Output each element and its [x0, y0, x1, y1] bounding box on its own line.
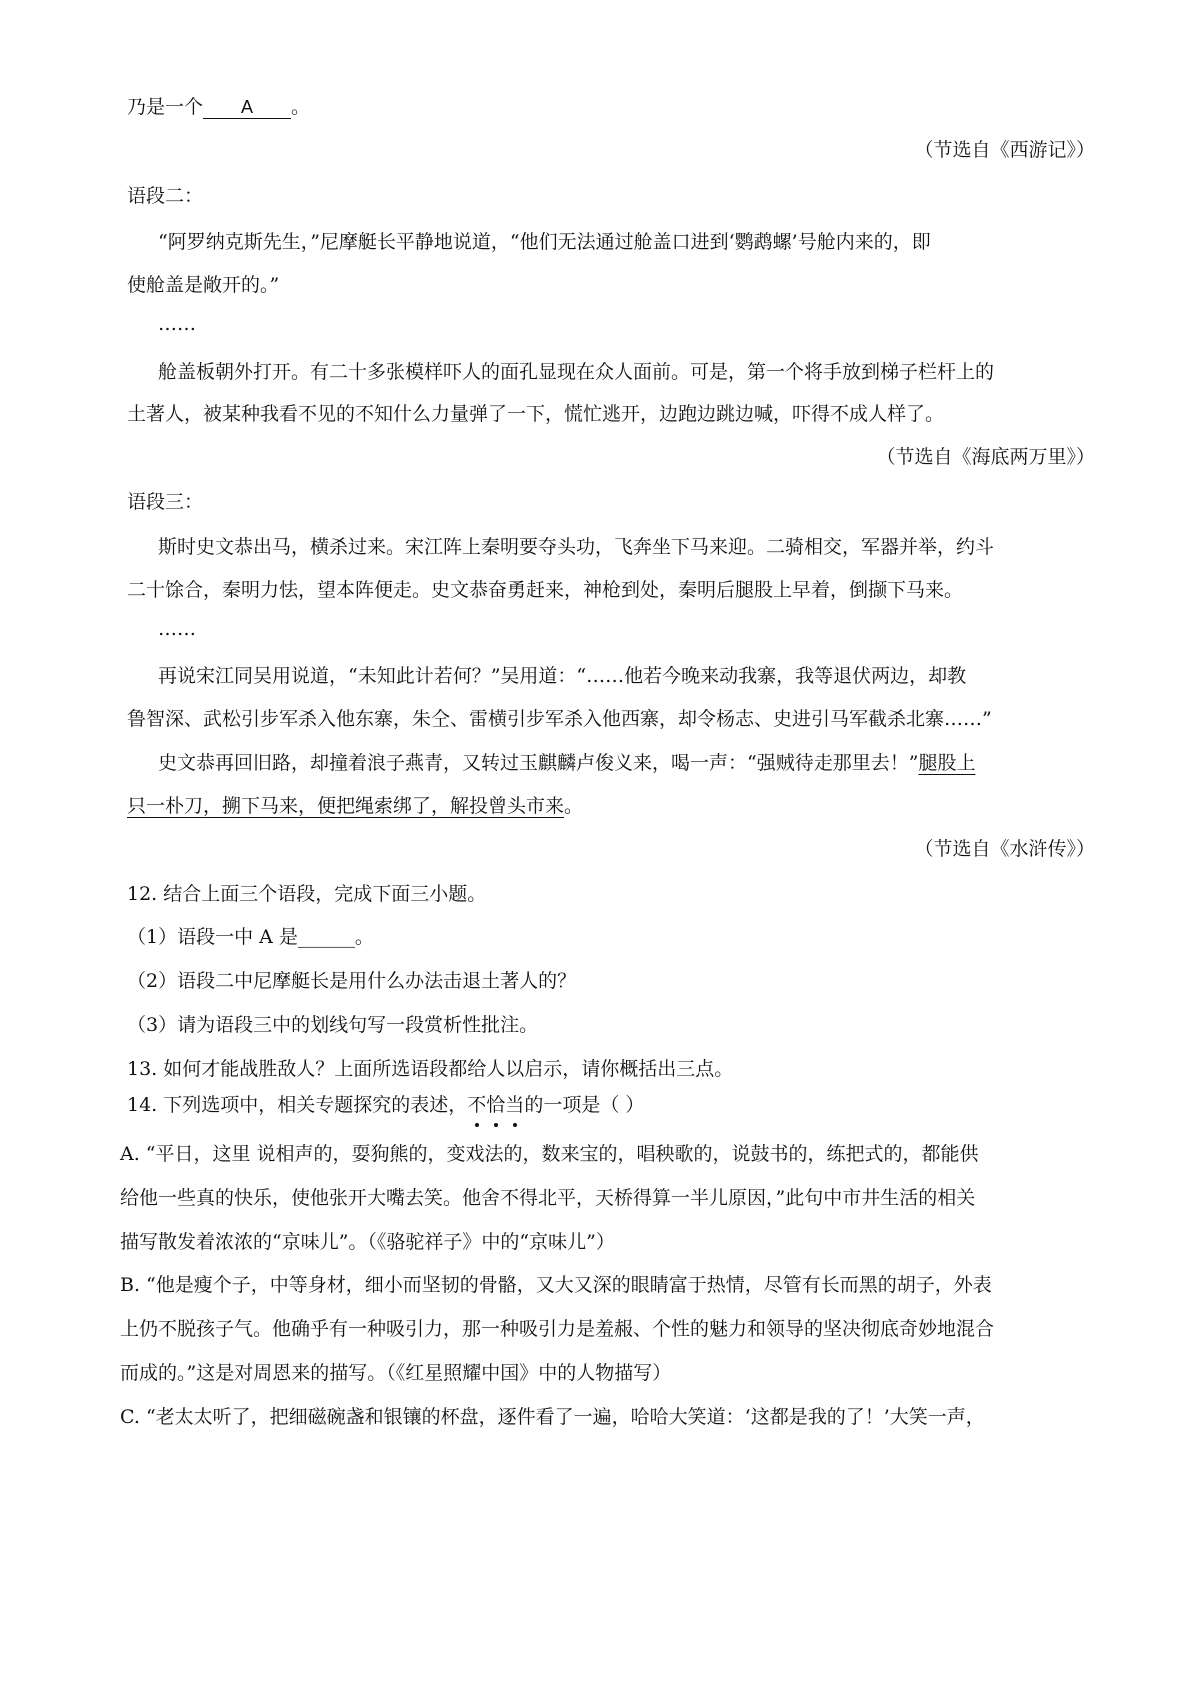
passage2-p2-line2: 土著人，被某种我看不见的不知什么力量弹了一下，慌忙逃开，边跑边跳边喊，吓得不成人样了。 [127, 403, 945, 425]
passage1-tail-before: 乃是一个 [127, 96, 204, 118]
emphasis-char: 当 [505, 1094, 525, 1116]
question-13: 13. 如何才能战胜敌人？上面所选语段都给人以启示，请你概括出三点。 [127, 1058, 734, 1080]
question-12-3: （3）请为语段三中的划线句写一段赏析性批注。 [127, 1014, 539, 1036]
passage2-p2-line1: 舱盖板朝外打开。有二十多张模样吓人的面孔显现在众人面前。可是，第一个将手放到梯子栏杆上的 [158, 361, 995, 383]
passage2-p1-line2: 使舱盖是敞开的。” [127, 274, 280, 296]
passage3-p2-line2: 鲁智深、武松引步军杀入他东寨，朱仝、雷横引步军杀入他西寨，却令杨志、史进引马军截杀北寨……” [127, 708, 992, 730]
passage2-ellipsis: …… [158, 313, 196, 335]
passage2-source: （节选自《海底两万里》） [876, 446, 1095, 468]
passage3-ellipsis: …… [158, 618, 196, 640]
question-14 [0, 1096, 1200, 1115]
passage3-p3-line2 [0, 797, 1200, 816]
question-14-after: 的一项是（ ） [524, 1094, 645, 1116]
emphasis-char: 恰 [486, 1094, 506, 1116]
blank-a: A [203, 98, 291, 119]
option-a-line1: A. “平日，这里 说相声的，耍狗熊的，变戏法的，数来宝的，唱秧歌的，说鼓书的，练把式的，都能供 [120, 1143, 979, 1165]
passage1-source: （节选自《西游记》） [914, 139, 1095, 161]
question-12-1: （1）语段一中 A 是______。 [127, 926, 374, 948]
emphasis-dotted [467, 1094, 524, 1116]
option-b-line1: B. “他是瘦个子，中等身材，细小而坚韧的骨骼，又大又深的眼睛富于热情，尽管有长而黑的胡子，外表 [120, 1274, 992, 1296]
option-c-line1: C. “老太太听了，把细磁碗盏和银镶的杯盘，逐件看了一遍，哈哈大笑道：‘这都是我的了！’大笑一声， [120, 1406, 985, 1428]
underlined-sentence-part2: 只一朴刀，搠下马来，便把绳索绑了，解投曾头市来 [127, 795, 565, 817]
passage3-heading: 语段三： [127, 491, 204, 513]
passage3-p3-line1 [0, 754, 1200, 773]
question-12-2: （2）语段二中尼摩艇长是用什么办法击退土著人的？ [127, 970, 577, 992]
passage2-p1-line1: “阿罗纳克斯先生，”尼摩艇长平静地说道，“他们无法通过舱盖口进到‘鹦鹉螺’号舱内来的，即 [158, 231, 931, 253]
question-14-before: 14. 下列选项中，相关专题探究的表述， [127, 1094, 468, 1116]
option-a-line2: 给他一些真的快乐，使他张开大嘴去笑。他舍不得北平，天桥得算一半儿原因，”此句中市井生活的相关 [120, 1187, 976, 1209]
passage1-tail-after: 。 [291, 96, 311, 118]
passage3-p3-tail: 。 [564, 795, 584, 817]
question-12: 12. 结合上面三个语段，完成下面三小题。 [127, 883, 487, 905]
option-b-line3: 而成的。”这是对周恩来的描写。（《红星照耀中国》中的人物描写） [120, 1362, 672, 1384]
option-b-line2: 上仍不脱孩子气。他确乎有一种吸引力，那一种吸引力是羞赧、个性的魅力和领导的坚决彻底奇妙地混合 [120, 1318, 995, 1340]
passage3-p1-line1: 斯时史文恭出马，横杀过来。宋江阵上秦明要夺头功，飞奔坐下马来迎。二骑相交，军器并举，约斗 [158, 536, 995, 558]
option-a-line3: 描写散发着浓浓的“京味儿”。（《骆驼祥子》中的“京味儿”） [120, 1231, 615, 1253]
emphasis-char: 不 [467, 1094, 487, 1116]
underlined-sentence-part1: 腿股上 [918, 752, 976, 774]
passage1-tail [0, 98, 1200, 119]
passage3-p1-line2: 二十馀合，秦明力怯，望本阵便走。史文恭奋勇赶来，神枪到处，秦明后腿股上早着，倒撷下马来。 [127, 579, 964, 601]
passage3-p3-plain: 史文恭再回旧路，却撞着浪子燕青，又转过玉麒麟卢俊义来，喝一声：“强贼待走那里去！” [158, 752, 919, 774]
passage2-heading: 语段二： [127, 185, 204, 207]
passage3-source: （节选自《水浒传》） [914, 838, 1095, 860]
passage3-p2-line1: 再说宋江同吴用说道，“未知此计若何？”吴用道：“……他若今晚来动我寨，我等退伏两边，却教 [158, 665, 967, 687]
